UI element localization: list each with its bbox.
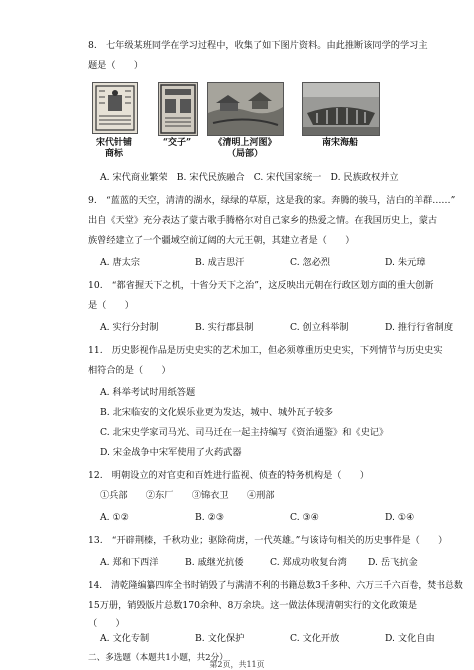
page-footer: 第2页，共11页 [209, 660, 265, 669]
caption-qingming-2: （局部） [226, 149, 263, 159]
q9-option-d: D. 朱元璋 [385, 257, 426, 268]
q10-option-b: B. 实行郡县制 [195, 322, 254, 333]
q11-option-a: A. 科举考试时用纸答题 [100, 387, 196, 398]
q14-option-d: D. 文化自由 [385, 633, 435, 644]
q12-option-c: C. ③④ [290, 512, 320, 523]
q9-stem-line1: 9. “蓝蓝的天空，清清的湖水，绿绿的草原，这是我的家。奔腾的骏马，洁白的羊群……” [88, 195, 456, 206]
q9-stem-line2: 出自《天堂》充分表达了蒙古歌手腾格尔对自己家乡的热爱之情。在我国历史上，蒙古 [88, 215, 438, 226]
q14-stem-line3: （ ） [88, 618, 125, 629]
q12-option-b: B. ②③ [195, 512, 225, 523]
q14-option-c: C. 文化开放 [290, 633, 340, 644]
q14-option-a: A. 文化专制 [100, 633, 150, 644]
q12-items: ①兵部 ②东厂 ③锦衣卫 ④刑部 [100, 490, 275, 501]
q8-stem-line2: 题是（ ） [88, 60, 144, 71]
q9-option-b: B. 成吉思汗 [195, 257, 245, 268]
q11-stem-line1: 11. 历史影视作品是历史史实的艺术加工，但必须尊重历史史实，下列情节与历史史实 [88, 345, 443, 356]
southern-song-ship-image [302, 82, 380, 136]
q14-stem-line1: 14. 清乾隆编纂四库全书时销毁了与满清不利的书籍总数3千多种、六万三千六百卷，焚书总数 [88, 581, 463, 591]
q8-options: A. 宋代商业繁荣 B. 宋代民族融合 C. 宋代国家统一 D. 民族政权并立 [100, 172, 399, 183]
q13-option-b: B. 戚继光抗倭 [185, 557, 244, 568]
section2-title: 二、多选题（本题共1小题，共2分） [88, 653, 228, 663]
q11-option-c: C. 北宋史学家司马光、司马迁在一起主持编写《资治通鉴》和《史记》 [100, 427, 389, 438]
q10-option-c: C. 创立科举制 [290, 322, 349, 333]
q13-option-d: D. 岳飞抗金 [368, 557, 418, 568]
needle-shop-trademark-image [92, 82, 138, 134]
q9-option-c: C. 忽必烈 [290, 257, 331, 268]
q10-option-a: A. 实行分封制 [100, 322, 159, 333]
q13-option-c: C. 郑成功收复台湾 [270, 557, 347, 568]
q9-option-a: A. 唐太宗 [100, 257, 141, 268]
jiaozi-banknote-image [158, 82, 198, 136]
caption-needle-shop-2: 商标 [104, 149, 123, 159]
q11-option-b: B. 北宋临安的文化娱乐业更为发达，城中、城外瓦子较多 [100, 407, 334, 418]
qingming-scroll-image [207, 82, 284, 136]
caption-qingming-1: 《清明上河图》 [213, 138, 277, 148]
q14-stem-line2: 15万册，销毁版片总数170余种、8万余块。这一做法体现清朝实行的文化政策是 [88, 600, 418, 611]
q9-stem-line3: 族曾经建立了一个疆域空前辽阔的大元王朝，其建立者是（ ） [88, 235, 355, 246]
q13-option-a: A. 郑和下西洋 [100, 557, 159, 568]
caption-needle-shop-1: 宋代针铺 [95, 138, 132, 148]
q10-stem-line1: 10. “都省握天下之机，十省分天下之治”，这反映出元朝在行政区划方面的重大创新 [88, 280, 434, 291]
q10-option-d: D. 推行行省制度 [385, 322, 454, 333]
q8-stem-line1: 8. 七年级某班同学在学习过程中，收集了如下图片资料。由此推断该同学的学习主 [88, 40, 428, 51]
q12-option-d: D. ①④ [385, 512, 415, 523]
q13-stem: 13. “开辟荆榛，千秋功业；驱除荷虏，一代英雄。”与该诗句相关的历史事件是（ ） [88, 535, 448, 546]
q14-option-b: B. 文化保护 [195, 633, 245, 644]
q12-stem: 12. 明朝设立的对官吏和百姓进行监视、侦查的特务机构是（ ） [88, 470, 370, 481]
caption-jiaozi: “交子” [162, 138, 192, 148]
q10-stem-line2: 是（ ） [88, 300, 134, 311]
q11-option-d: D. 宋金战争中宋军使用了火药武器 [100, 447, 242, 458]
caption-song-ship: 南宋海船 [321, 138, 358, 148]
q11-stem-line2: 相符合的是（ ） [88, 365, 171, 376]
q12-option-a: A. ①② [100, 512, 129, 523]
